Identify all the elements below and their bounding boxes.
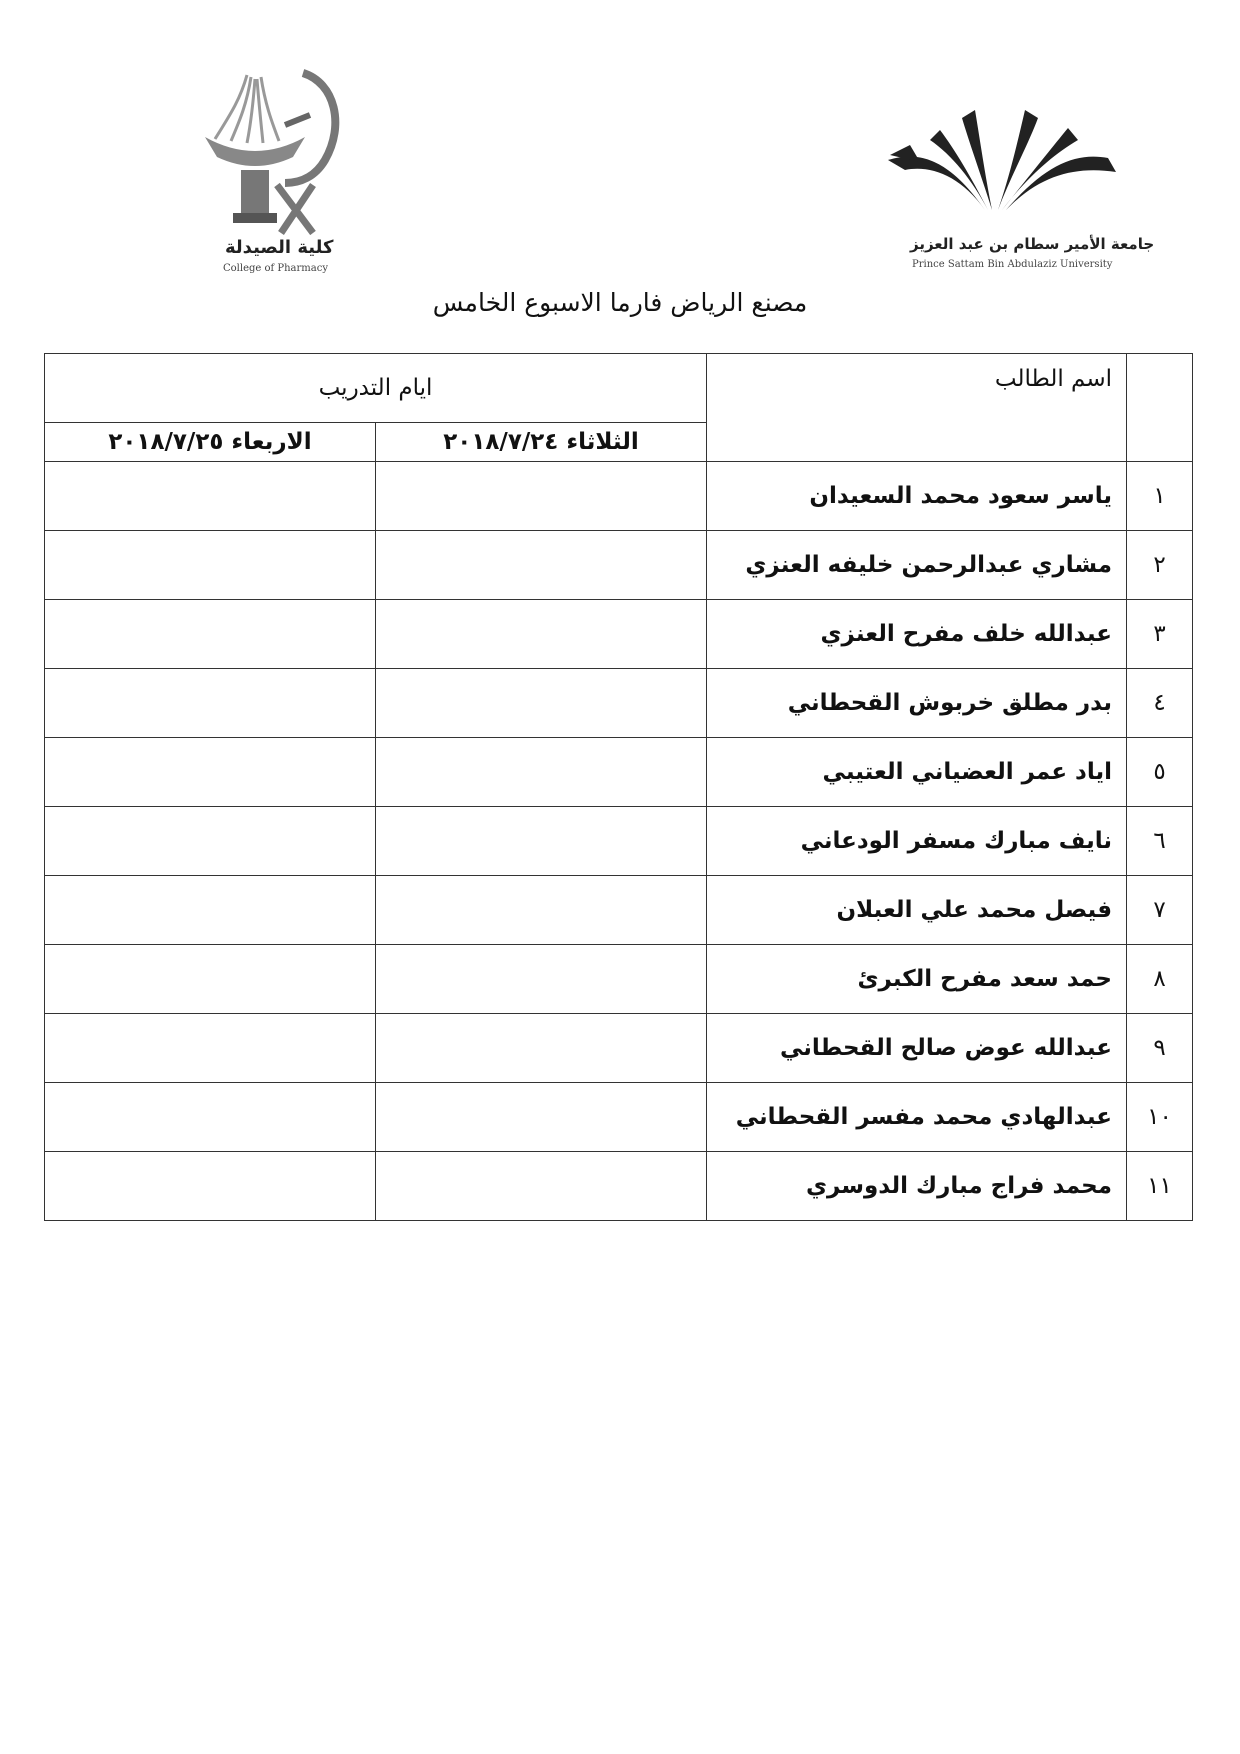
student-name: اياد عمر العضياني العتيبي	[707, 738, 1127, 807]
table-row	[45, 1014, 1193, 1083]
table-header-row	[45, 354, 1193, 423]
student-name: عبدالله عوض صالح القحطاني	[707, 1014, 1127, 1083]
attendance-cell-tuesday	[376, 945, 707, 1014]
university-name-ar: جامعة الأمير سطام بن عبد العزيز	[910, 235, 1155, 253]
attendance-cell-wednesday	[45, 669, 376, 738]
student-name: عبدالهادي محمد مفسر القحطاني	[707, 1083, 1127, 1152]
row-number: ٨	[1127, 945, 1193, 1014]
attendance-cell-tuesday	[376, 1083, 707, 1152]
document-title: مصنع الرياض فارما الاسبوع الخامس	[432, 288, 808, 317]
table-row	[45, 462, 1193, 531]
table-row	[45, 531, 1193, 600]
table-row	[45, 669, 1193, 738]
pharmacy-emblem-icon	[185, 65, 355, 235]
table-row	[45, 1152, 1193, 1221]
header-day-tuesday: الثلاثاء ٢٠١٨/٧/٢٤	[376, 423, 707, 462]
row-number: ٦	[1127, 807, 1193, 876]
student-name: محمد فراج مبارك الدوسري	[707, 1152, 1127, 1221]
row-number: ٣	[1127, 600, 1193, 669]
student-name: نايف مبارك مسفر الودعاني	[707, 807, 1127, 876]
attendance-cell-tuesday	[376, 600, 707, 669]
table-row	[45, 1083, 1193, 1152]
attendance-cell-tuesday	[376, 531, 707, 600]
attendance-cell-wednesday	[45, 1083, 376, 1152]
row-number: ٤	[1127, 669, 1193, 738]
attendance-cell-tuesday	[376, 1014, 707, 1083]
student-name: مشاري عبدالرحمن خليفه العنزي	[707, 531, 1127, 600]
table-row	[45, 807, 1193, 876]
attendance-cell-wednesday	[45, 1152, 376, 1221]
table-row	[45, 876, 1193, 945]
attendance-cell-wednesday	[45, 876, 376, 945]
student-name: حمد سعد مفرح الكبرئ	[707, 945, 1127, 1014]
attendance-cell-wednesday	[45, 945, 376, 1014]
student-name: ياسر سعود محمد السعيدان	[707, 462, 1127, 531]
table-row	[45, 600, 1193, 669]
attendance-cell-tuesday	[376, 1152, 707, 1221]
student-name: بدر مطلق خربوش القحطاني	[707, 669, 1127, 738]
open-book-icon	[880, 100, 1130, 230]
header-day-wednesday: الاربعاء ٢٠١٨/٧/٢٥	[45, 423, 376, 462]
row-number: ١٠	[1127, 1083, 1193, 1152]
college-of-pharmacy-logo	[185, 65, 355, 280]
attendance-cell-wednesday	[45, 738, 376, 807]
student-name: فيصل محمد علي العبلان	[707, 876, 1127, 945]
attendance-cell-wednesday	[45, 807, 376, 876]
attendance-cell-tuesday	[376, 462, 707, 531]
table-row	[45, 945, 1193, 1014]
row-number: ٥	[1127, 738, 1193, 807]
table-row	[45, 738, 1193, 807]
attendance-cell-wednesday	[45, 600, 376, 669]
attendance-cell-wednesday	[45, 531, 376, 600]
student-name: عبدالله خلف مفرح العنزي	[707, 600, 1127, 669]
header-num-cell	[1127, 354, 1193, 462]
row-number: ١١	[1127, 1152, 1193, 1221]
attendance-cell-wednesday	[45, 1014, 376, 1083]
training-attendance-table	[44, 353, 1193, 1221]
header-training-days: ايام التدريب	[45, 354, 707, 423]
attendance-cell-tuesday	[376, 669, 707, 738]
row-number: ٧	[1127, 876, 1193, 945]
row-number: ٢	[1127, 531, 1193, 600]
attendance-cell-wednesday	[45, 462, 376, 531]
attendance-cell-tuesday	[376, 807, 707, 876]
row-number: ٩	[1127, 1014, 1193, 1083]
attendance-cell-tuesday	[376, 738, 707, 807]
university-name-en: Prince Sattam Bin Abdulaziz University	[912, 259, 1113, 270]
pharmacy-name-ar: كلية الصيدلة	[225, 237, 334, 258]
university-logo	[880, 100, 1155, 280]
pharmacy-name-en: College of Pharmacy	[223, 263, 328, 274]
header-student-name: اسم الطالب	[707, 354, 1127, 462]
row-number: ١	[1127, 462, 1193, 531]
attendance-cell-tuesday	[376, 876, 707, 945]
